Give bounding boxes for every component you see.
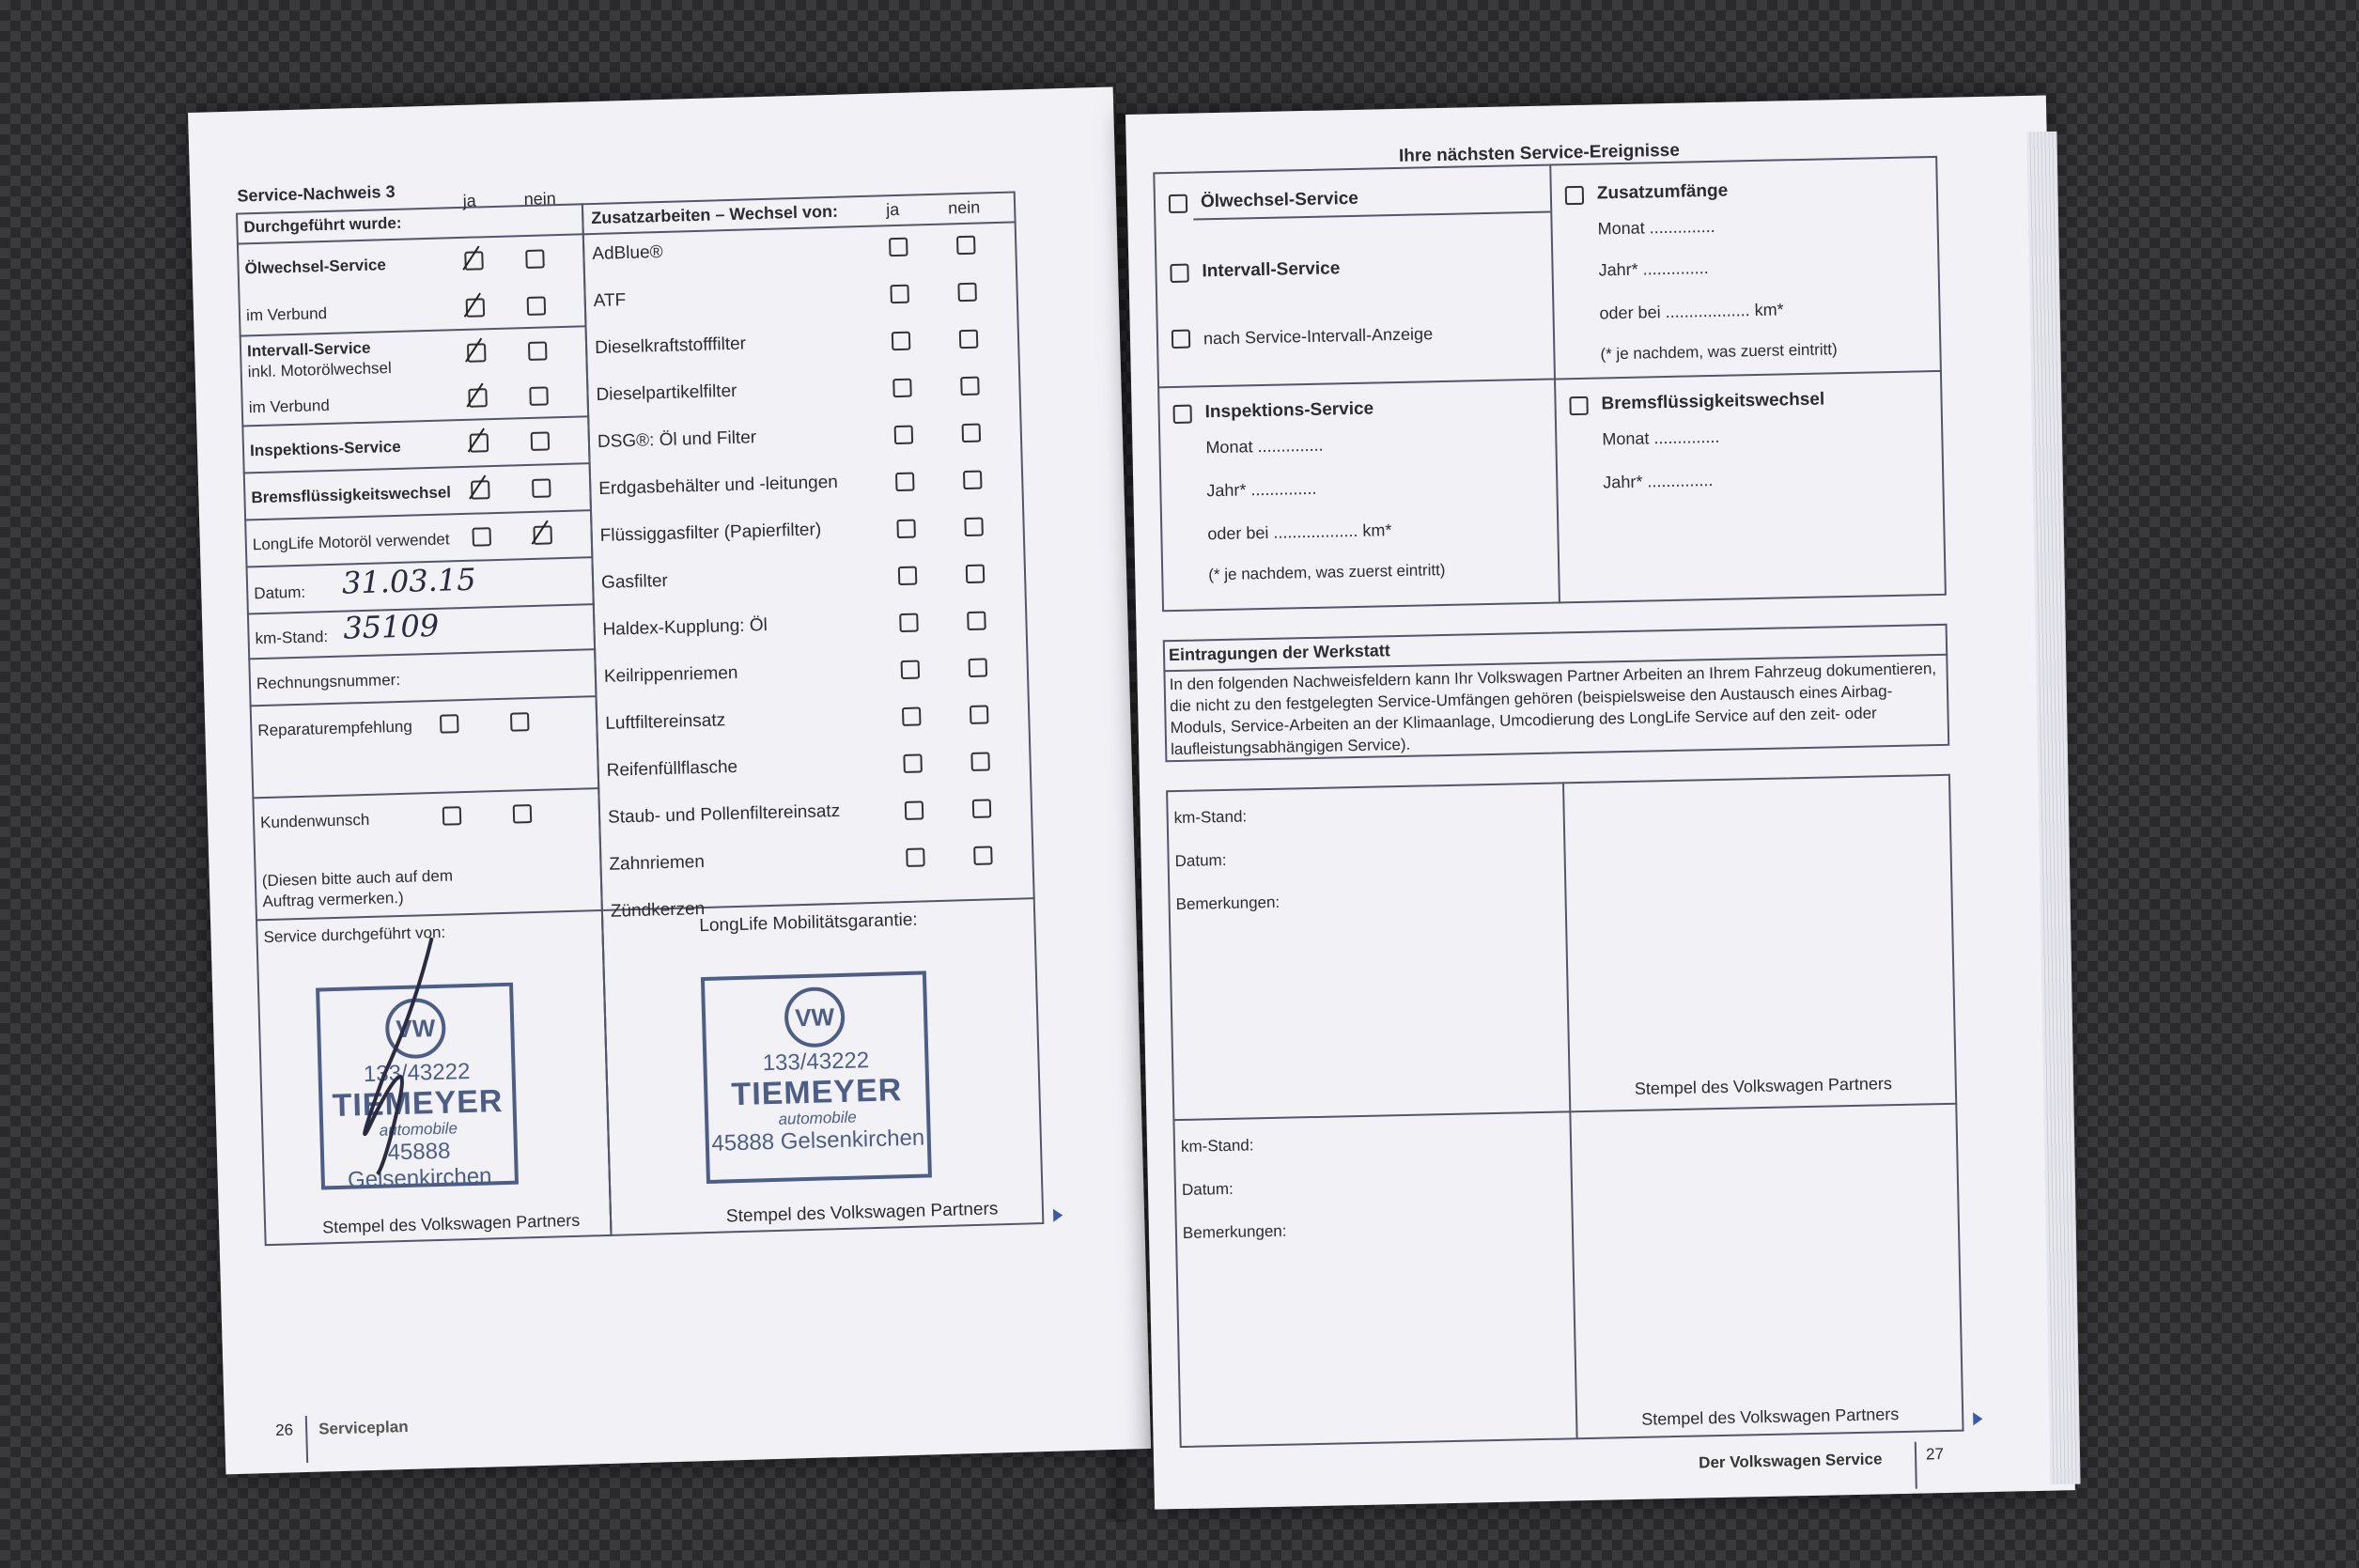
extra-checkbox-ja[interactable]: [899, 613, 919, 633]
checkbox-brems-ja[interactable]: [471, 480, 490, 500]
extra-checkbox-ja[interactable]: [889, 238, 908, 257]
service-by-label: Service durchgeführt von:: [263, 923, 446, 947]
inspektion-monat: Monat ..............: [1205, 435, 1324, 458]
extra-checkbox-ja[interactable]: [905, 800, 924, 820]
entry2-km-label: km-Stand:: [1180, 1136, 1254, 1157]
brems-next-label: Bremsflüssigkeitswechsel: [1601, 389, 1825, 414]
checkbox-anzeige[interactable]: [1172, 330, 1190, 349]
zusatz-jahr: Jahr* ..............: [1598, 258, 1709, 280]
note-line1: (Diesen bitte auch auf dem: [261, 866, 454, 891]
extra-item-label: Zahnriemen: [609, 851, 706, 875]
brems-monat: Monat ..............: [1602, 427, 1720, 449]
kunden-label: Kundenwunsch: [259, 810, 370, 832]
extra-item-label: Reifenfüllflasche: [606, 756, 738, 781]
checkbox-reparatur-ja[interactable]: [440, 714, 459, 734]
extra-checkbox-nein[interactable]: [963, 471, 983, 490]
vw-logo-icon: VW: [784, 986, 846, 1048]
checkbox-zusatz[interactable]: [1565, 186, 1584, 205]
stamp-sub: automobile: [778, 1108, 857, 1128]
checkbox-verbund2-nein[interactable]: [529, 386, 549, 406]
extra-checkbox-nein[interactable]: [960, 377, 980, 396]
intervall-next-label: Intervall-Service: [1202, 258, 1341, 282]
row-longlife: LongLife Motoröl verwendet: [252, 530, 450, 554]
extra-checkbox-ja[interactable]: [894, 426, 914, 445]
extra-item-label: Keilrippenriemen: [603, 662, 738, 687]
extra-checkbox-nein[interactable]: [970, 752, 990, 771]
extra-item-label: Haldex-Kupplung: Öl: [602, 614, 768, 640]
extra-checkbox-nein[interactable]: [959, 330, 979, 349]
checkbox-longlife-ja[interactable]: [472, 527, 491, 547]
extra-checkbox-nein[interactable]: [973, 846, 993, 865]
inspektion-next-label: Inspektions-Service: [1204, 398, 1374, 423]
extras-col-ja: ja: [885, 199, 900, 220]
stamp-sub: automobile: [379, 1119, 458, 1140]
checkbox-oelwechsel-ja[interactable]: [464, 251, 484, 271]
stamp-city: 45888 Gelsenkirchen: [347, 1138, 492, 1193]
extra-checkbox-nein[interactable]: [970, 705, 989, 724]
zusatz-monat: Monat ..............: [1597, 216, 1715, 239]
stamp-name: TIEMEYER: [332, 1083, 504, 1125]
row-bremsfluessigkeit: Bremsflüssigkeitswechsel: [251, 483, 452, 507]
checkbox-longlife-nein[interactable]: [533, 525, 552, 545]
row-im-verbund-2: im Verbund: [248, 396, 331, 417]
extras-col-nein: nein: [947, 197, 981, 218]
checkbox-verbund1-nein[interactable]: [527, 296, 547, 316]
vw-logo-icon: VW: [384, 998, 446, 1060]
werkstatt-header: Eintragungen der Werkstatt: [1168, 641, 1390, 665]
entry2-datum-label: Datum:: [1181, 1179, 1234, 1199]
extra-checkbox-nein[interactable]: [957, 283, 977, 303]
extra-checkbox-ja[interactable]: [892, 379, 912, 398]
extra-item-label: Dieselpartikelfilter: [596, 380, 737, 405]
km-value[interactable]: 35109: [342, 607, 440, 646]
page-number-right: 27: [1925, 1445, 1945, 1464]
extra-item-label: Erdgasbehälter und -leitungen: [598, 472, 839, 499]
rechnung-label: Rechnungsnummer:: [256, 670, 401, 693]
extra-item-label: Zündkerzen: [610, 898, 706, 922]
entry2-bemerkungen-label: Bemerkungen:: [1182, 1221, 1287, 1242]
stamp-city: 45888 Gelsenkirchen: [711, 1125, 925, 1157]
extra-checkbox-ja[interactable]: [892, 332, 911, 351]
nach-anzeige-label: nach Service-Intervall-Anzeige: [1203, 324, 1434, 349]
checkbox-verbund2-ja[interactable]: [468, 388, 488, 408]
next-page-arrow-icon[interactable]: [1053, 1208, 1063, 1221]
checkbox-kunden-nein[interactable]: [513, 804, 533, 824]
extra-item-label: Dieselkraftstofffilter: [594, 334, 747, 358]
footer-right: Der Volkswagen Service: [1698, 1450, 1883, 1472]
checkbox-reparatur-nein[interactable]: [510, 712, 530, 732]
extra-item-label: ATF: [593, 290, 627, 312]
extra-checkbox-ja[interactable]: [903, 753, 923, 773]
signature: [343, 932, 462, 1179]
zusatz-footnote: (* je nachdem, was zuerst eintritt): [1600, 340, 1838, 364]
stamp-number: 133/43222: [762, 1048, 870, 1077]
extra-checkbox-nein[interactable]: [969, 658, 988, 677]
extra-checkbox-nein[interactable]: [956, 236, 976, 256]
extra-item-label: DSG®: Öl und Filter: [597, 427, 757, 452]
entry1-stamp-caption: Stempel des Volkswagen Partners: [1634, 1074, 1893, 1098]
extra-item-label: Luftfiltereinsatz: [605, 710, 726, 734]
row-oelwechsel: Ölwechsel-Service: [244, 256, 387, 278]
entry2-stamp-caption: Stempel des Volkswagen Partners: [1640, 1405, 1900, 1429]
datum-value[interactable]: 31.03.15: [341, 561, 477, 601]
extra-checkbox-ja[interactable]: [896, 520, 916, 539]
row-intervall: Intervall-Service: [246, 338, 371, 361]
stamp-caption-mobility: Stempel des Volkswagen Partners: [725, 1199, 999, 1227]
werkstatt-text: In den folgenden Nachweisfeldern kann Ihr Volkswagen Partner Arbeiten an Ihrem Fahrzeug dokumentieren, die nicht zu den festgelegten Service-Umfängen gehören (beispielsweise den Austausch eines Airbag-Moduls, Service-Arbeiten an der Klimaanlage, Umcodierung des LongLife Service auf den zeit- oder laufleistungsabhängigen Service).: [1169, 660, 1937, 759]
row-im-verbund-1: im Verbund: [245, 303, 328, 325]
extra-checkbox-ja[interactable]: [890, 285, 909, 304]
inspektion-oder-bei: oder bei .................. km*: [1207, 520, 1392, 544]
inspektion-footnote: (* je nachdem, was zuerst eintritt): [1208, 560, 1446, 584]
row-intervall-sub: inkl. Motorölwechsel: [247, 359, 392, 381]
extra-item-label: AdBlue®: [592, 241, 663, 265]
col-ja-label: ja: [462, 191, 477, 210]
inspektion-jahr: Jahr* ..............: [1206, 478, 1317, 501]
checkbox-brems-next[interactable]: [1569, 396, 1588, 415]
zusatz-oder-bei: oder bei .................. km*: [1599, 300, 1784, 323]
next-events-header: Ihre nächsten Service-Ereignisse: [1398, 140, 1681, 166]
entry1-km-label: km-Stand:: [1173, 807, 1248, 828]
extra-checkbox-nein[interactable]: [962, 424, 982, 443]
zusatz-label: Zusatzumfänge: [1596, 180, 1729, 204]
mobility-label: LongLife Mobilitätsgarantie:: [699, 909, 918, 937]
checkbox-intervall-next[interactable]: [1170, 264, 1188, 283]
reparatur-label: Reparaturempfehlung: [257, 717, 413, 740]
note-line2: Auftrag vermerken.): [262, 888, 404, 911]
extra-checkbox-nein[interactable]: [967, 611, 986, 630]
stamp-number: 133/43222: [363, 1059, 471, 1088]
checkbox-inspektion-nein[interactable]: [531, 431, 551, 451]
checkbox-verbund1-ja[interactable]: [466, 298, 486, 318]
checkbox-intervall-ja[interactable]: [467, 343, 487, 363]
checkbox-brems-nein[interactable]: [532, 478, 551, 498]
right-page: [1125, 95, 2075, 1509]
extras-list: [188, 86, 1113, 113]
entry1-bemerkungen-label: Bemerkungen:: [1175, 893, 1280, 914]
row-inspektion: Inspektions-Service: [249, 437, 401, 460]
checkbox-inspektion-ja[interactable]: [470, 433, 489, 453]
checkbox-kunden-ja[interactable]: [442, 806, 462, 826]
col-nein-label: nein: [523, 189, 557, 210]
checkbox-inspektion-next[interactable]: [1172, 405, 1191, 424]
performed-header: Durchgeführt wurde:: [243, 213, 402, 237]
entry1-datum-label: Datum:: [1174, 850, 1227, 871]
brems-jahr: Jahr* ..............: [1603, 470, 1714, 492]
extra-checkbox-ja[interactable]: [898, 567, 918, 586]
checkbox-oel[interactable]: [1169, 194, 1187, 213]
extras-header: Zusatzarbeiten – Wechsel von:: [591, 201, 839, 228]
oel-label: Ölwechsel-Service: [1200, 188, 1359, 212]
checkbox-intervall-nein[interactable]: [528, 341, 548, 361]
footer-left: Serviceplan: [318, 1417, 409, 1438]
left-page: [188, 86, 1151, 1474]
stamp-name: TIEMEYER: [730, 1072, 903, 1113]
dealer-stamp-mobility: [701, 970, 932, 1184]
next-page-arrow-icon-right[interactable]: [1973, 1412, 1982, 1425]
stamp-caption-left: Stempel des Volkswagen Partners: [321, 1210, 581, 1237]
form-title: Service-Nachweis 3: [237, 181, 396, 206]
extra-checkbox-ja[interactable]: [895, 473, 915, 492]
extra-checkbox-nein[interactable]: [966, 565, 986, 584]
datum-label: Datum:: [254, 582, 306, 603]
extra-checkbox-ja[interactable]: [902, 706, 922, 726]
extra-checkbox-nein[interactable]: [964, 518, 984, 537]
page-number-left: 26: [274, 1421, 294, 1439]
extra-checkbox-ja[interactable]: [901, 660, 921, 679]
extra-checkbox-ja[interactable]: [906, 847, 925, 867]
km-label: km-Stand:: [255, 628, 329, 648]
extra-item-label: Flüssiggasfilter (Papierfilter): [599, 520, 822, 546]
extra-item-label: Staub- und Pollenfiltereinsatz: [607, 800, 841, 828]
extra-checkbox-nein[interactable]: [972, 799, 992, 818]
checkbox-oelwechsel-nein[interactable]: [525, 249, 545, 269]
extra-item-label: Gasfilter: [600, 570, 669, 593]
